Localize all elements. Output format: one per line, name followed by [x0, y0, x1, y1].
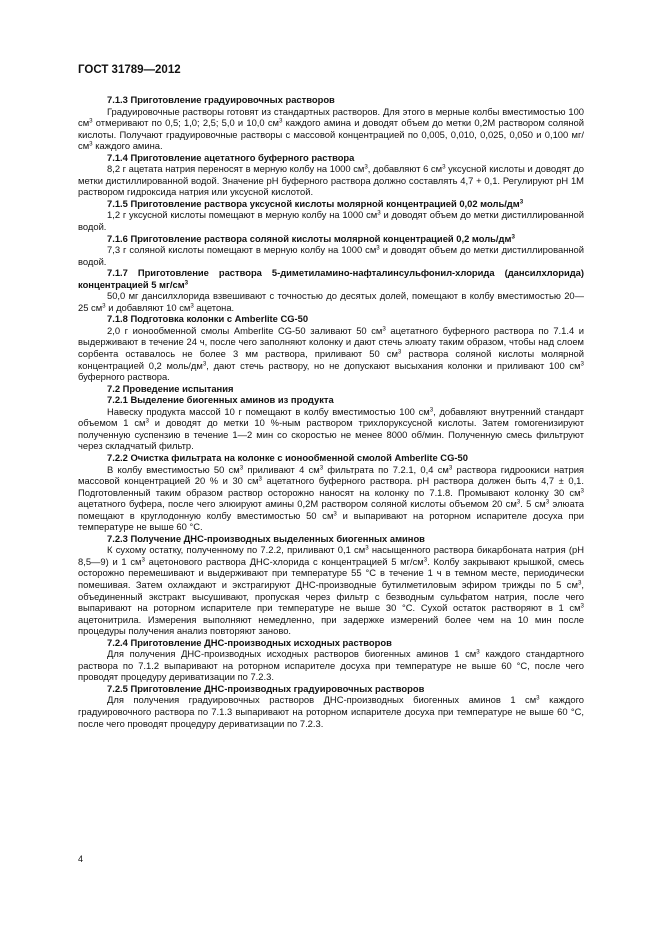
section-heading: 7.1.8 Подготовка колонки с Amberlite CG-50 — [107, 313, 309, 325]
section-heading: 7.2.2 Очистка фильтрата на колонке с ионообменной смолой Amberlite CG-50 — [107, 451, 468, 463]
paragraph: В колбу вместимостью 50 $см^3$ приливают 4 $см^3$ фильтрата по 7.2.1, 0,4 $см^3$ раствора гидроокиси натрия массовой концентрацией 20 % и 30 $см^3$ ацетатного буферного раствора. рН раствора должен быть 4,7 ± 0,1. Подготовленный таким образом раствор осторожно наносят на колонку по 7.1.8. Промывают колонку 30 $см^3$ ацетатного буфера, после чего элюируют амины 0,2М раствором соляной кислоты объемом 20 $см^3$. 5 $см^3$ элюата помещают в круглодонную колбу вместимостью 50 $см^3$ и выпаривают на роторном испарителе досуха при температуре не выше 60 °С. — [78, 463, 585, 533]
section-heading: 7.2.4 Приготовление ДНС-производных исходных растворов — [107, 636, 392, 648]
section-heading: 7.2 Проведение испытания — [107, 382, 234, 394]
section-heading: 7.2.1 Выделение биогенных аминов из продукта — [107, 394, 334, 406]
paragraph: 50,0 мг дансилхлорида взвешивают с точностью до десятых долей, помещают в колбу вместимостью 20—25 $см^3$ и добавляют 10 $см^3$ ацетона. — [78, 290, 584, 313]
paragraph: 2,0 г ионообменной смолы Amberlite CG-50 заливают 50 $см^3$ ацетатного буферного раствора по 7.1.4 и выдерживают в течение 24 ч, после чего заполняют колонку и дают стечь элюату таким образом, чтобы над слоем сорбента оставалось не более 3 мм раствора, приливают 50 $см^3$ раствора соляной кислоты молярной концентрацией 0,2 моль/$дм^3$, дают стечь раствору, но не допускают высыхания колонки и приливают 100 $см^3$ буферного раствора. — [78, 324, 584, 383]
paragraph: Градуировочные растворы готовят из стандартных растворов. Для этого в мерные колбы вместимостью 100 $см^3$ отмеривают по 0,5; 1,0; 2,5; 5,0 и 10,0 $см^3$ каждого амина и доводят объем до метки 0,2М раствором соляной кислоты. Получают градуировочные растворы с массовой концентрацией по 0,005, 0,010, 0,025, 0,050 и 0,100 $мг/см^3$ каждого амина. — [78, 105, 584, 152]
section-heading: 7.2.3 Получение ДНС-производных выделенных биогенных аминов — [107, 532, 425, 544]
section-heading: 7.1.5 Приготовление раствора уксусной кислоты молярной концентрацией 0,02 моль/$дм^3$ — [107, 197, 524, 209]
document-header: ГОСТ 31789—2012 — [78, 64, 181, 76]
section-heading: 7.1.3 Приготовление градуировочных растворов — [107, 94, 335, 105]
paragraph: Для получения градуировочных растворов ДНС-производных биогенных аминов 1 $см^3$ каждого градуировочного раствора по 7.1.3 выпаривают на роторном испарителе досуха при температуре не выше 60 °С, после чего проводят процедуру дериватизации по 7.2.3. — [78, 694, 584, 729]
document-body — [78, 94, 584, 729]
section-heading: 7.1.7 Приготовление раствора 5-диметиламино-нафталинсульфонил-хлорида (дансилхлорида) концентрацией 5 $мг/см^3$ — [78, 267, 584, 290]
paragraph: Навеску продукта массой 10 г помещают в колбу вместимостью 100 $см^3$, добавляют внутренний стандарт объемом 1 $см^3$ и доводят до метки 10 %-ным раствором трихлоруксусной кислоты. Затем гомогенизируют полученную суспензию в течение 1—2 мин со скоростью не менее 8000 об/мин. Полученную смесь фильтруют через складчатый фильтр. — [78, 405, 584, 452]
section-heading: 7.1.6 Приготовление раствора соляной кислоты молярной концентрацией 0,2 моль/$дм^3$ — [107, 232, 515, 244]
paragraph: 7,3 г соляной кислоты помещают в мерную колбу на 1000 $см^3$ и доводят объем до метки дистиллированной водой. — [78, 244, 585, 267]
paragraph: 1,2 г уксусной кислоты помещают в мерную колбу на 1000 $см^3$ и доводят объем до метки дистиллированной водой. — [78, 209, 585, 233]
section-heading: 7.1.4 Приготовление ацетатного буферного раствора — [107, 151, 355, 163]
paragraph: Для получения ДНС-производных исходных растворов биогенных аминов 1 $см^3$ каждого стандартного раствора по 7.1.2 выпаривают на роторном испарителе досуха при температуре не выше 60 °С, после чего проводят процедуру дериватизации по 7.2.3. — [78, 648, 585, 683]
paragraph: 8,2 г ацетата натрия переносят в мерную колбу на 1000 $см^3$, добавляют 6 $см^3$ уксусной кислоты и доводят до метки дистиллированной водой. Значение рН буферного раствора должно составлять 4,7 + 0,1. Регулируют рН 1М раствором гидроксида натрия или уксусной кислотой. — [78, 163, 584, 198]
paragraph: К сухому остатку, полученному по 7.2.2, приливают 0,1 $см^3$ насыщенного раствора бикарбоната натрия (рН 8,5—9) и 1 $см^3$ ацетонового раствора ДНС-хлорида с концентрацией 5 $мг/см^3$. Колбу закрывают крышкой, смесь осторожно перемешивают и выдерживают при температуре 55 °С в течение 1 ч в темном месте, периодически помешивая. Затем охлаждают и экстрагируют ДНС-производные бутилметиловым эфиром трижды по 5 $см^3$, объединенный экстракт высушивают, пропуская через фильтр с безводным сульфатом натрия, после чего выпаривают на роторном испарителе при температуре не выше 30 °С. Сухой остаток растворяют в 1 $см^3$ ацетонитрила. Измерения выполняют немедленно, при задержке измерений более чем на 10 мин после процедуры получения анализ повторяют заново. — [78, 544, 584, 637]
page-number: 4 — [78, 854, 84, 864]
section-heading: 7.2.5 Приготовление ДНС-производных градуировочных растворов — [107, 682, 425, 694]
